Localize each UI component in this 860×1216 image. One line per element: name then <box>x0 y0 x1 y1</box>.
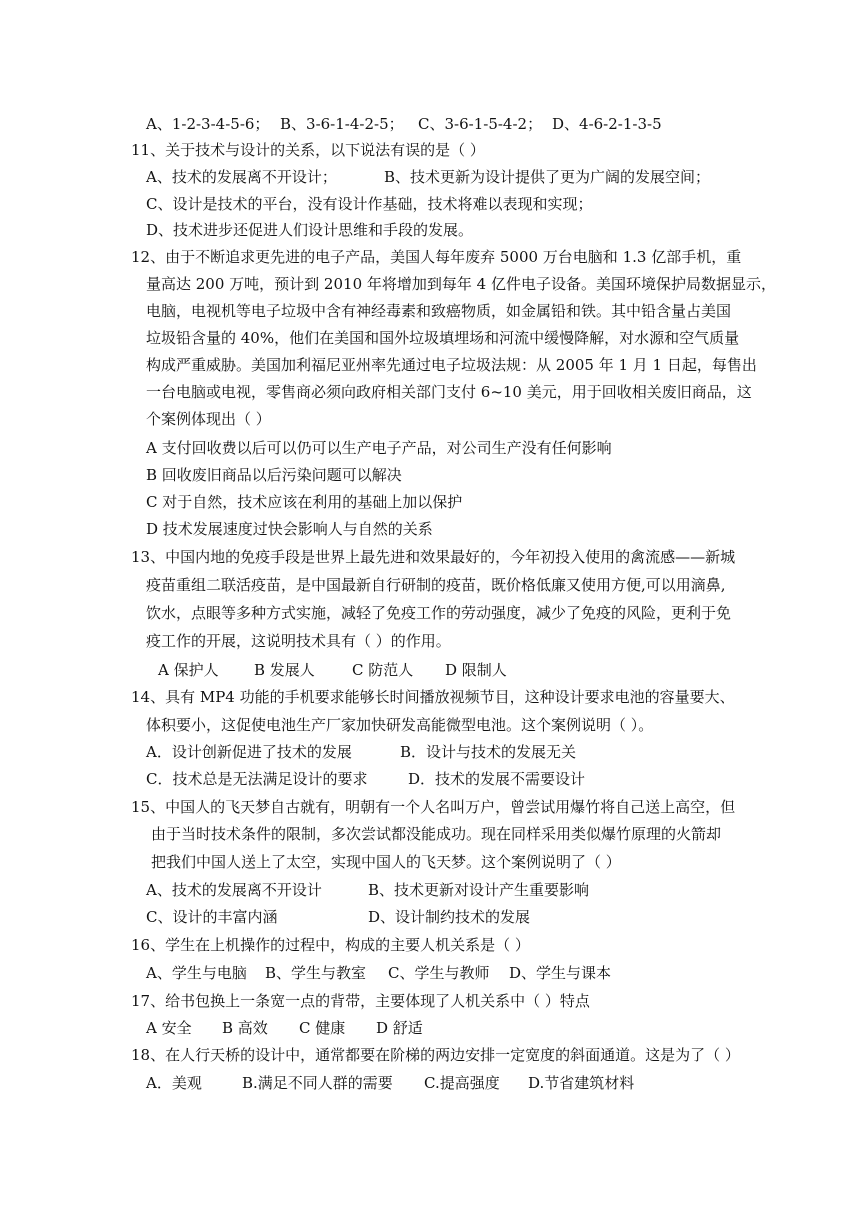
q14-option-c: C．技术总是无法满足设计的要求 <box>146 770 368 788</box>
q11-stem: 11、关于技术与设计的关系，以下说法有误的是（ ） <box>131 141 485 159</box>
q18-option-c: C.提高强度 <box>424 1074 500 1092</box>
q12-option-b: B 回收废旧商品以后污染问题可以解决 <box>146 466 402 484</box>
q14-option-a: A．设计创新促进了技术的发展 <box>146 743 352 761</box>
q15-option-a: A、技术的发展离不开设计 <box>146 881 322 899</box>
q16-option-a: A、学生与电脑 <box>146 964 247 982</box>
q13-stem-line-1: 13、中国内地的免疫手段是世界上最先进和效果最好的，今年初投入使用的禽流感——新城 <box>131 548 736 566</box>
q18-option-b: B.满足不同人群的需要 <box>242 1074 393 1092</box>
q15-option-b: B、技术更新对设计产生重要影响 <box>368 881 590 899</box>
q18-option-d: D.节省建筑材料 <box>528 1074 635 1092</box>
q11-option-a: A、技术的发展离不开设计； <box>146 168 337 186</box>
q15-stem-line-3: 把我们中国人送上了太空，实现中国人的飞天梦。这个案例说明了（ ） <box>151 853 621 871</box>
q17-option-a: A 安全 <box>146 1019 192 1037</box>
q13-stem-line-3: 饮水，点眼等多种方式实施，减轻了免疫工作的劳动强度，减少了免疫的风险，更利于免 <box>146 604 732 622</box>
q12-stem-line-2: 量高达 200 万吨，预计到 2010 年将增加到每年 4 亿件电子设备。美国环境保护局数据显示， <box>146 275 776 293</box>
q18-option-a: A．美观 <box>146 1074 202 1092</box>
q15-stem-line-1: 15、中国人的飞天梦自古就有，明朝有一个人名叫万户，曾尝试用爆竹将自己送上高空，但 <box>131 798 736 816</box>
q16-option-b: B、学生与教室 <box>265 964 367 982</box>
q13-option-a: A 保护人 <box>158 661 219 679</box>
q10-option-a: A、1-2-3-4-5-6； <box>146 115 270 133</box>
q10-option-b: B、3-6-1-4-2-5； <box>280 115 404 133</box>
q17-option-d: D 舒适 <box>376 1019 423 1037</box>
q13-option-c: C 防范人 <box>352 661 414 679</box>
q11-option-b: B、技术更新为设计提供了更为广阔的发展空间； <box>384 168 711 186</box>
q12-option-a: A 支付回收费以后可以仍可以生产电子产品，对公司生产没有任何影响 <box>146 439 612 457</box>
q17-stem: 17、给书包换上一条宽一点的背带，主要体现了人机关系中（ ）特点 <box>131 992 590 1010</box>
q14-stem-line-2: 体积要小，这促使电池生产厂家加快研发高能微型电池。这个案例说明（ ）。 <box>146 716 654 734</box>
q10-option-d: D、4-6-2-1-3-5 <box>552 115 662 133</box>
q14-stem-line-1: 14、具有 MP4 功能的手机要求能够长时间播放视频节目，这种设计要求电池的容量要大、 <box>131 688 735 706</box>
q12-option-c: C 对于自然，技术应该在利用的基础上加以保护 <box>146 493 463 511</box>
q12-stem-line-4: 垃圾铅含量的 40%，他们在美国和国外垃圾填埋场和河流中缓慢降解，对水源和空气质量 <box>146 329 740 347</box>
q12-stem-line-7: 个案例体现出（ ） <box>146 410 271 428</box>
q16-stem: 16、学生在上机操作的过程中，构成的主要人机关系是（ ） <box>131 936 530 954</box>
q14-option-d: D．技术的发展不需要设计 <box>408 770 586 788</box>
q12-stem-line-5: 构成严重威胁。美国加利福尼亚州率先通过电子垃圾法规：从 2005 年 1 月 1 日起，每售出 <box>146 356 757 374</box>
q16-option-d: D、学生与课本 <box>509 964 612 982</box>
q12-stem-line-1: 12、由于不断追求更先进的电子产品，美国人每年废弃 5000 万台电脑和 1.3 亿部手机，重 <box>131 248 742 266</box>
q17-option-b: B 高效 <box>222 1019 268 1037</box>
q12-option-d: D 技术发展速度过快会影响人与自然的关系 <box>146 520 433 538</box>
q14-option-b: B．设计与技术的发展无关 <box>400 743 577 761</box>
q10-option-c: C、3-6-1-5-4-2； <box>418 115 543 133</box>
q12-stem-line-6: 一台电脑或电视，零售商必须向政府相关部门支付 6~10 美元，用于回收相关废旧商品，这 <box>146 383 752 401</box>
q13-option-d: D 限制人 <box>445 661 507 679</box>
q11-option-d: D、技术进步还促进人们设计思维和手段的发展。 <box>146 221 474 239</box>
q15-option-d: D、设计制约技术的发展 <box>368 908 531 926</box>
q12-stem-line-3: 电脑，电视机等电子垃圾中含有神经毒素和致癌物质，如金属铅和铁。其中铅含量占美国 <box>146 302 732 320</box>
q13-stem-line-4: 疫工作的开展，这说明技术具有（ ）的作用。 <box>146 632 451 650</box>
q11-option-c: C、设计是技术的平台，没有设计作基础，技术将难以表现和实现； <box>146 195 593 213</box>
q15-stem-line-2: 由于当时技术条件的限制，多次尝试都没能成功。现在同样采用类似爆竹原理的火箭却 <box>151 825 722 843</box>
q13-stem-line-2: 疫苗重组二联活疫苗，是中国最新自行研制的疫苗，既价格低廉又使用方便,可以用滴鼻, <box>146 576 726 594</box>
q13-option-b: B 发展人 <box>254 661 315 679</box>
q16-option-c: C、学生与教师 <box>388 964 490 982</box>
q15-option-c: C、设计的丰富内涵 <box>146 908 278 926</box>
q17-option-c: C 健康 <box>299 1019 346 1037</box>
q18-stem: 18、在人行天桥的设计中，通常都要在阶梯的两边安排一定宽度的斜面通道。这是为了（ ） <box>131 1046 740 1064</box>
